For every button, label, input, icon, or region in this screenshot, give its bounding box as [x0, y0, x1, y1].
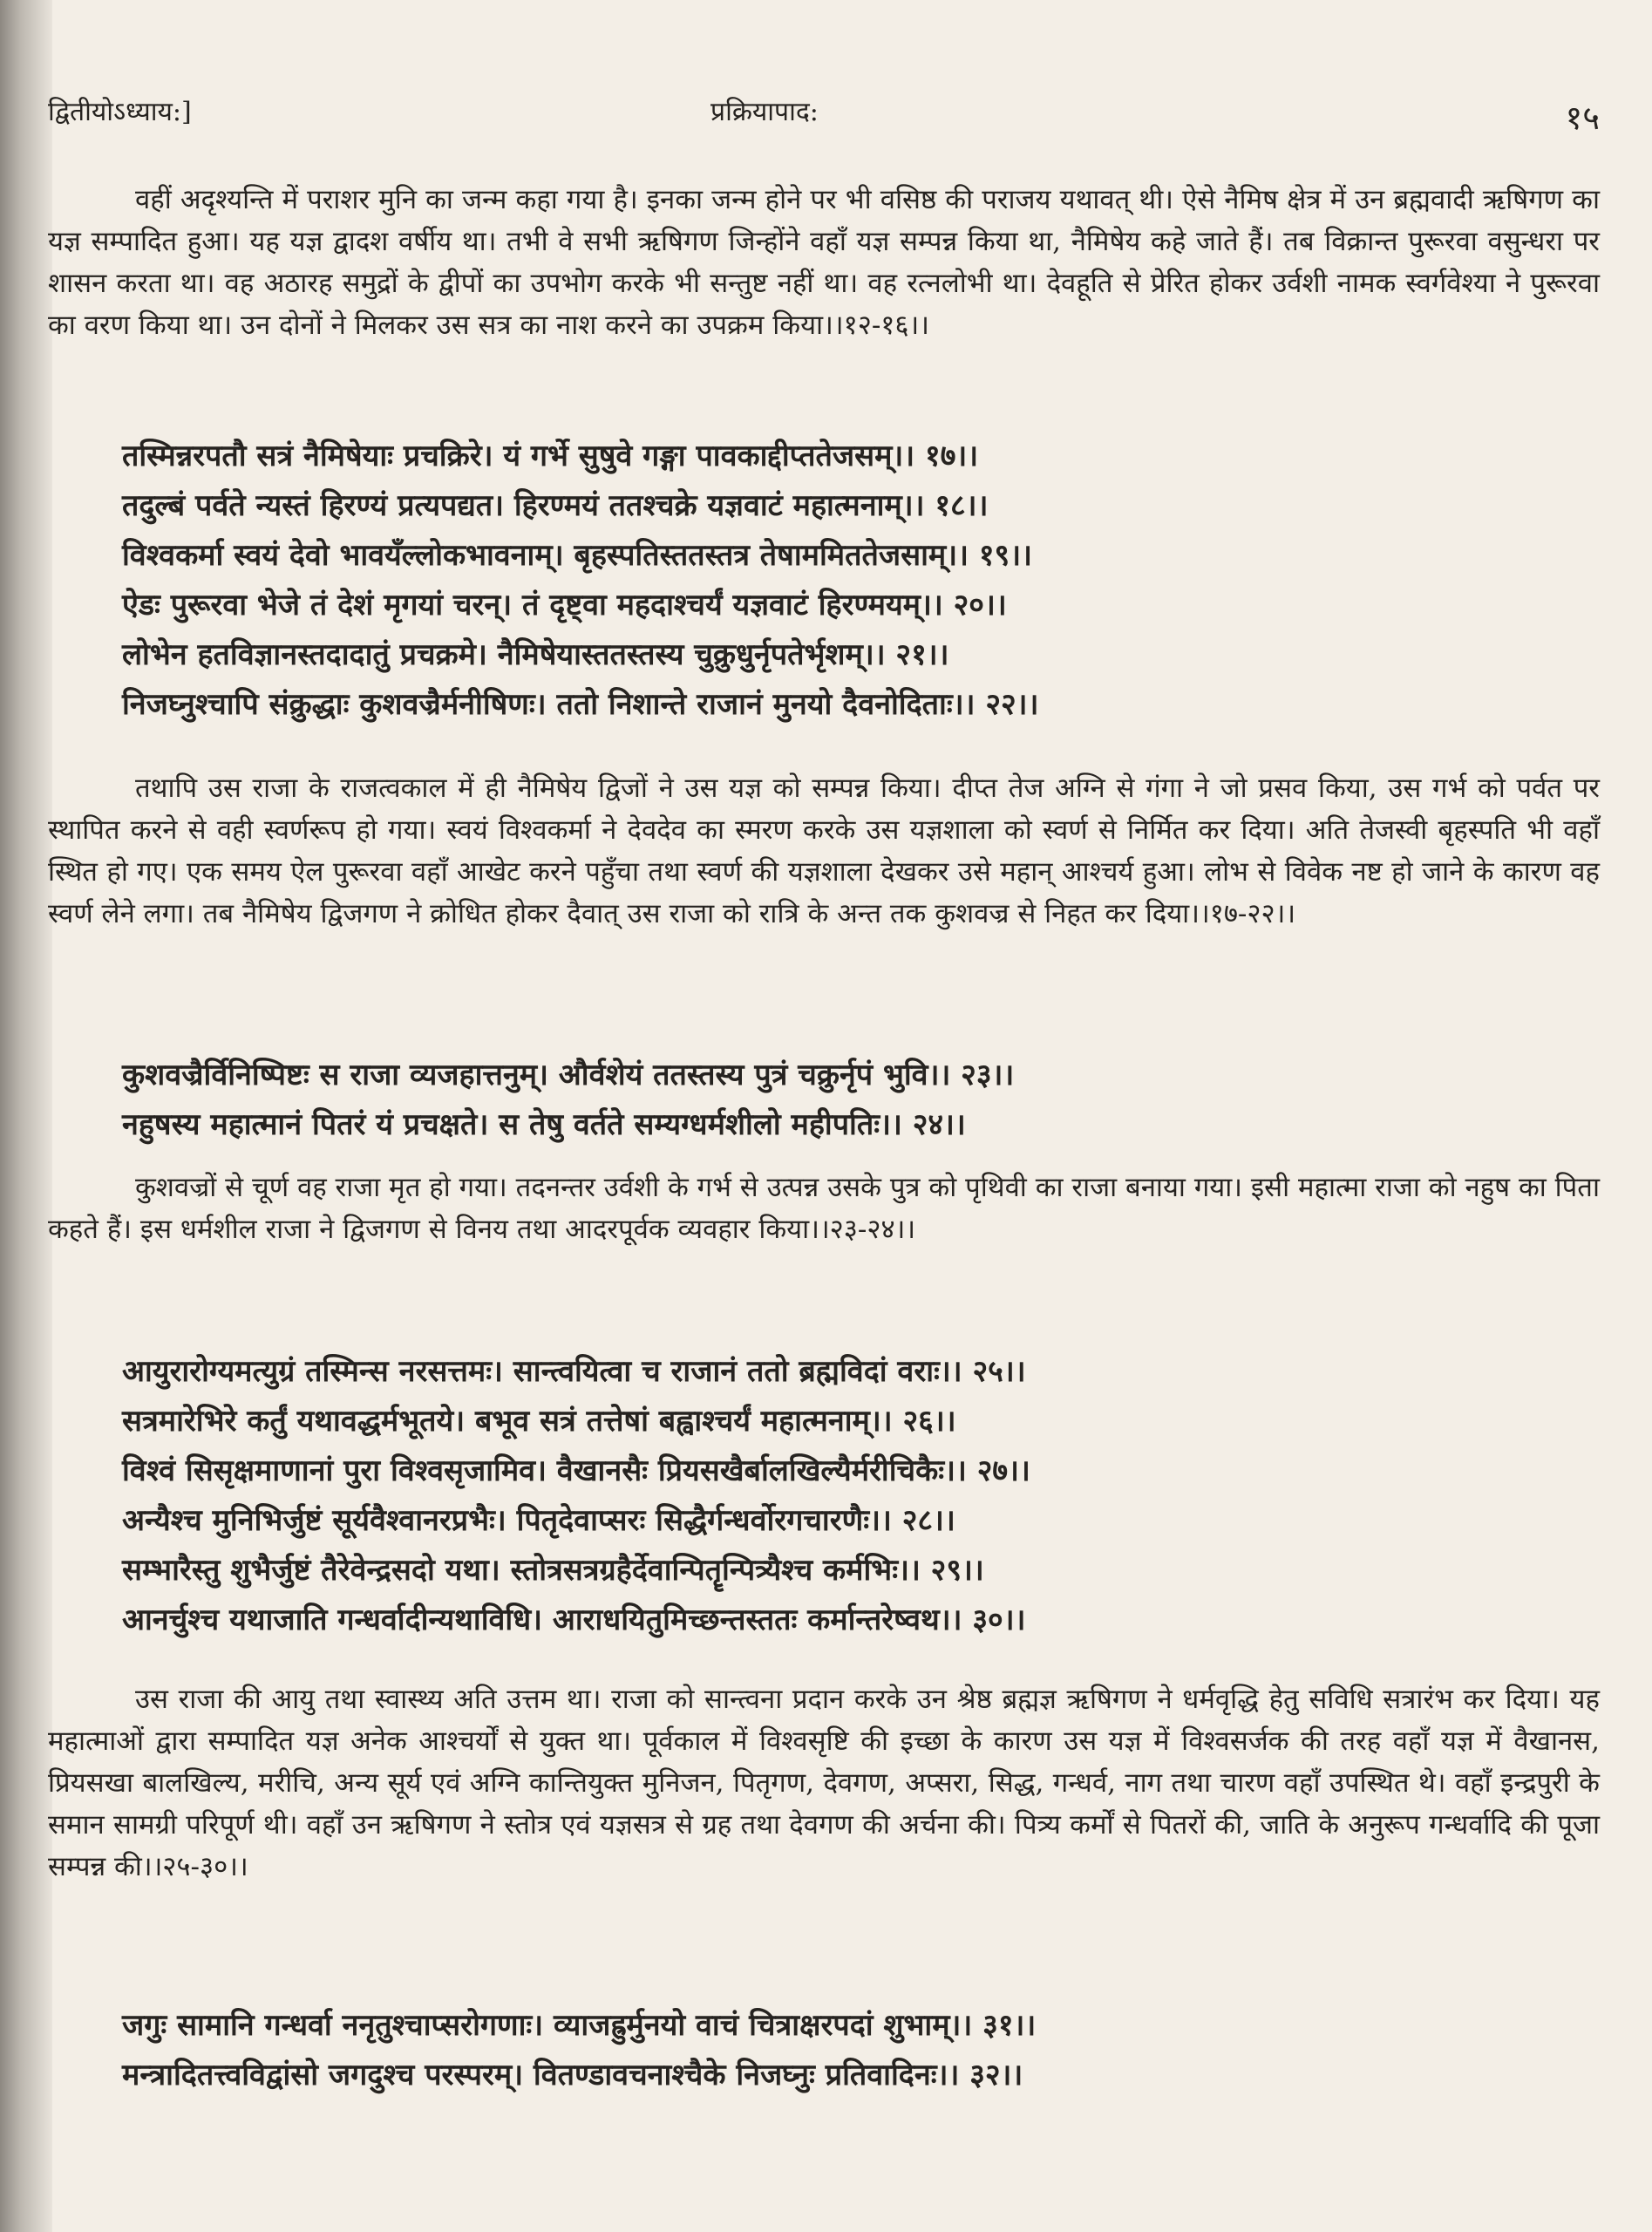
- verse-line: आयुरारोग्यमत्युग्रं तस्मिन्स नरसत्तमः। सान्त्वयित्वा च राजानं ततो ब्रह्मविदां वराः।। २५।।: [122, 1354, 1026, 1389]
- verse-line: सत्रमारेभिरे कर्तुं यथावद्धर्मभूतये। बभूव सत्रं तत्तेषां बह्वाश्चर्यं महात्मनाम्।। २६।।: [122, 1404, 956, 1439]
- verse-line: विश्वकर्मा स्वयं देवो भावयँल्लोकभावनाम्। बृहस्पतिस्ततस्तत्र तेषाममिततेजसाम्।। १९।।: [122, 538, 1032, 573]
- prose-paragraph: तथापि उस राजा के राजत्वकाल में ही नैमिषेय द्विजों ने उस यज्ञ को सम्पन्न किया। दीप्त तेज अग्नि से गंगा ने जो प्रसव किया, उस गर्भ को पर्वत पर स्थापित करने से वही स्वर्णरूप हो गया। स्वयं विश्वकर्मा ने देवदेव का स्मरण करके उस यज्ञशाला को स्वर्ण से निर्मित कर दिया। अति तेजस्वी बृहस्पति भी वहाँ स्थित हो गए। एक समय ऐल पुरूरवा वहाँ आखेट करने पहुँचा तथा स्वर्ण की यज्ञशाला देखकर उसे महान् आश्चर्य हुआ। लोभ से विवेक नष्ट हो जाने के कारण वह स्वर्ण लेने लगा। तब नैमिषेय द्विजगण ने क्रोधित होकर दैवात् उस राजा को रात्रि के अन्त तक कुशवज्र से निहत कर दिया।।१७-२२।।: [48, 772, 1600, 929]
- verse-line: तस्मिन्नरपतौ सत्रं नैमिषेयाः प्रचक्रिरे। यं गर्भे सुषुवे गङ्गा पावकाद्दीप्ततेजसम्।। १७।।: [122, 439, 979, 473]
- verse-line: नहुषस्य महात्मानं पितरं यं प्रचक्षते। स तेषु वर्तते सम्यग्धर्मशीलो महीपतिः।। २४।।: [122, 1107, 966, 1142]
- page-number: १५: [1565, 99, 1600, 137]
- book-page: [39, 0, 1626, 2232]
- verse-line: आनर्चुश्च यथाजाति गन्धर्वादीन्यथाविधि। आराधयितुमिच्छन्तस्ततः कर्मान्तरेष्वथ।। ३०।।: [122, 1603, 1026, 1637]
- verse-line: ऐडः पुरूरवा भेजे तं देशं मृगयां चरन्। तं दृष्ट्वा महदाश्चर्यं यज्ञवाटं हिरण्मयम्।। २०।।: [122, 588, 1007, 623]
- verse-line: अन्यैश्च मुनिभिर्जुष्टं सूर्यवैश्वानरप्रभैः। पितृदेवाप्सरः सिद्धैर्गन्धर्वोरगचारणैः।। २८।।: [122, 1503, 955, 1538]
- verse-line: तदुल्बं पर्वते न्यस्तं हिरण्यं प्रत्यपद्यत। हिरण्मयं ततश्चक्रे यज्ञवाटं महात्मनाम्।। १८।।: [122, 488, 989, 523]
- prose-paragraph: वहीं अदृश्यन्ति में पराशर मुनि का जन्म कहा गया है। इनका जन्म होने पर भी वसिष्ठ की पराजय यथावत् थी। ऐसे नैमिष क्षेत्र में उन ब्रह्मवादी ऋषिगण का यज्ञ सम्पादित हुआ। यह यज्ञ द्वादश वर्षीय था। तभी वे सभी ऋषिगण जिन्होंने वहाँ यज्ञ सम्पन्न किया था, नैमिषेय कहे जाते हैं। तब विक्रान्त पुरूरवा वसुन्धरा पर शासन करता था। वह अठारह समुद्रों के द्वीपों का उपभोग करके भी सन्तुष्ट नहीं था। वह रत्नलोभी था। देवहूति से प्रेरित होकर उर्वशी नामक स्वर्गवेश्या ने पुरूरवा का वरण किया था। उन दोनों ने मिलकर उस सत्र का नाश करने का उपक्रम किया।।१२-१६।।: [48, 184, 1601, 341]
- verse-block: [122, 1347, 1595, 1645]
- verse-line: मन्त्रादितत्त्वविद्वांसो जगदुश्च परस्परम्। वितण्डावचनाश्चैके निजघ्नुः प्रतिवादिनः।। ३२।।: [122, 2058, 1023, 2092]
- prose-paragraph: कुशवज्रों से चूर्ण वह राजा मृत हो गया। तदनन्तर उर्वशी के गर्भ से उत्पन्न उसके पुत्र को पृथिवी का राजा बनाया गया। इसी महात्मा राजा को नहुष का पिता कहते हैं। इस धर्मशील राजा ने द्विजगण से विनय तथा आदरपूर्वक व्यवहार किया।।२३-२४।।: [48, 1172, 1600, 1245]
- verse-block: [122, 2001, 1595, 2100]
- chapter-title: द्वितीयोऽध्याय:]: [48, 97, 192, 127]
- verse-line: लोभेन हतविज्ञानस्तदादातुं प्रचक्रमे। नैमिषेयास्ततस्तस्य चुक्रुधुर्नृपतेर्भृशम्।। २१।।: [122, 637, 949, 672]
- verse-line: सम्भारैस्तु शुभैर्जुष्टं तैरेवेन्द्रसदो यथा। स्तोत्रसत्रग्रहैर्देवान्पितॄन्पित्र्यैश्च कर्मभिः।। २९।।: [122, 1553, 984, 1588]
- prose-paragraph: उस राजा की आयु तथा स्वास्थ्य अति उत्तम था। राजा को सान्त्वना प्रदान करके उन श्रेष्ठ ब्रह्मज्ञ ऋषिगण ने धर्मवृद्धि हेतु सविधि सत्रारंभ कर दिया। यह महात्माओं द्वारा सम्पादित यज्ञ अनेक आश्चर्यों से युक्त था। पूर्वकाल में विश्वसृष्टि की इच्छा के कारण उस यज्ञ में विश्वसर्जक की तरह वहाँ यज्ञ में वैखानस, प्रियसखा बालखिल्य, मरीचि, अन्य सूर्य एवं अग्नि कान्तियुक्त मुनिजन, पितृगण, देवगण, अप्सरा, सिद्ध, गन्धर्व, नाग तथा चारण वहाँ उपस्थित थे। वहाँ इन्द्रपुरी के समान सामग्री परिपूर्ण थी। वहाँ उन ऋषिगण ने स्तोत्र एवं यज्ञसत्र से ग्रह तथा देवगण की अर्चना की। पित्र्य कर्मों से पितरों की, जाति के अनुरूप गन्धर्वादि की पूजा सम्पन्न की।।२५-३०।।: [48, 1684, 1600, 1882]
- section-title: प्रक्रियापाद:: [710, 97, 819, 127]
- running-header: [48, 77, 1600, 137]
- verse-line: निजघ्नुश्चापि संक्रुद्धाः कुशवज्रैर्मनीषिणः। ततो निशान्ते राजानं मुनयो दैवनोदिताः।। २२।।: [122, 687, 1039, 722]
- verse-line: विश्वं सिसृक्षमाणानां पुरा विश्वसृजामिव। वैखानसैः प्रियसखैर्बालखिल्यैर्मरीचिकैः।। २७।।: [122, 1453, 1030, 1488]
- verse-line: जगुः सामानि गन्धर्वा ननृतुश्चाप्सरोगणाः। व्याजह्रुर्मुनयो वाचं चित्राक्षरपदां शुभाम्।। ३१।।: [122, 2008, 1037, 2043]
- verse-block: [122, 432, 1595, 730]
- verse-block: [122, 1051, 1595, 1150]
- verse-line: कुशवज्रैर्विनिष्पिष्टः स राजा व्यजहात्तनुम्। और्वशेयं ततस्तस्य पुत्रं चक्रुर्नृपं भुवि।। २३।।: [122, 1058, 1015, 1092]
